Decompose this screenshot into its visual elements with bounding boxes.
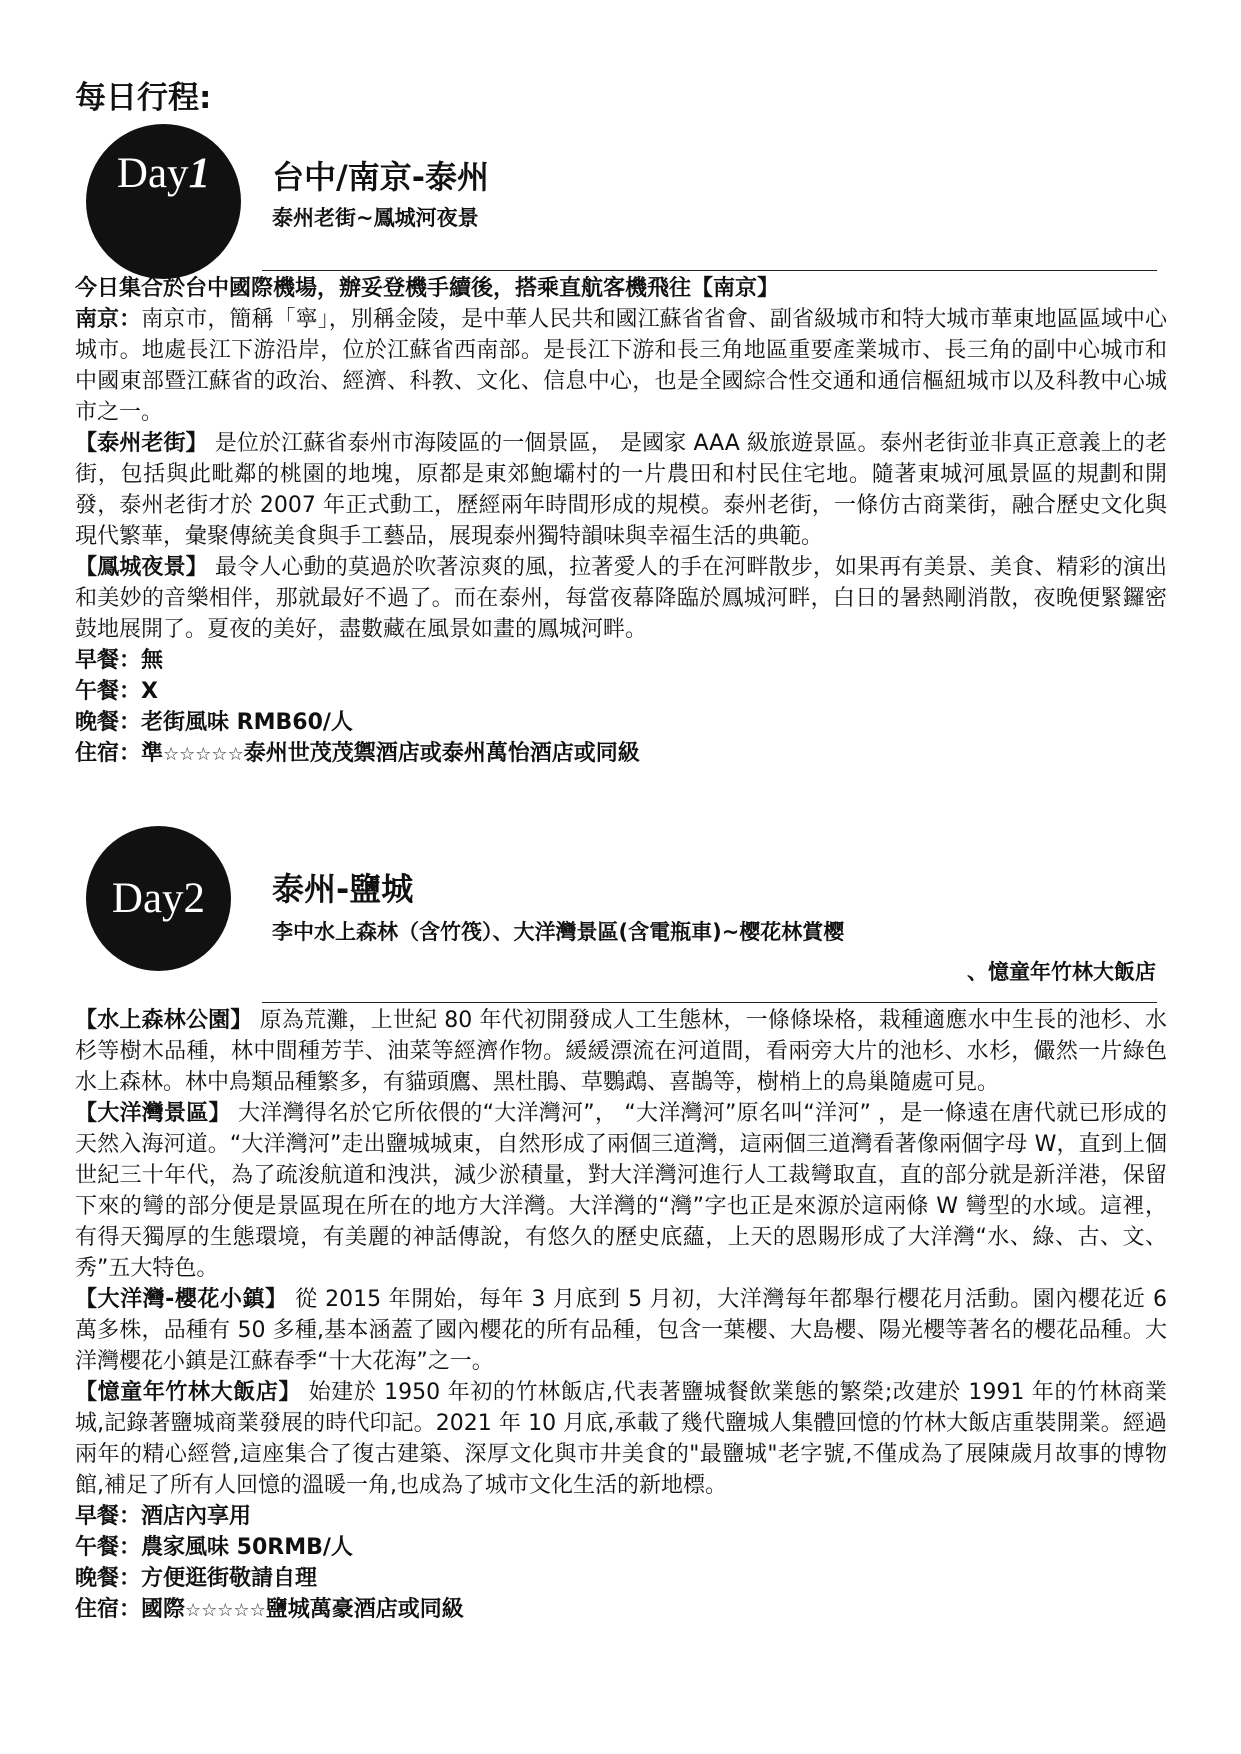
day1-para-text: 是位於江蘇省泰州市海陵區的一個景區， 是國家 AAA 級旅遊景區。泰州老街並非真正意義上的老街，包括與此毗鄰的桃園的地塊，原都是東郊鮑壩村的一片農田和村民住宅地。隨著東城河風景區的規劃和開發，泰州老街才於 2007 年正式動工，歷經兩年時間形成的規模。泰州老街，一條仿古商業街，融合歷史文化與現代繁華，彙聚傳統美食與手工藝品，展現泰州獨特韻味與幸福生活的典範。 — [75, 431, 1167, 549]
day2-hotel-name: 鹽城萬豪酒店或同級 — [265, 1597, 464, 1622]
day2-para-label: 【大洋灣-櫻花小鎮】 — [75, 1287, 288, 1312]
day1-subtitle: 泰州老街~鳳城河夜景 — [272, 206, 479, 230]
day1-title: 台中/南京-泰州 — [272, 158, 489, 196]
day1-para — [75, 428, 1167, 552]
star-rating-icon: ☆☆☆☆☆ — [185, 1600, 266, 1621]
page-title: 每日行程: — [75, 80, 212, 116]
day2-subtitle-cont: 、憶童年竹林大飯店 — [967, 960, 1156, 984]
day1-hotel-prefix: 住宿：準 — [75, 741, 164, 766]
day2-subtitle: 李中水上森林（含竹筏）、大洋灣景區(含電瓶車)~樱花林賞樱 — [272, 920, 845, 944]
day1-content — [75, 273, 1167, 770]
day2-para — [75, 1005, 1167, 1098]
star-rating-icon: ☆☆☆☆☆ — [163, 744, 244, 765]
day1-breakfast: 早餐：無 — [75, 648, 164, 673]
day1-para — [75, 552, 1167, 645]
day2-badge — [86, 826, 231, 971]
day2-para-text: 始建於 1950 年初的竹林飯店,代表著鹽城餐飲業態的繁榮;改建於 1991 年的竹林商業城,記錄著鹽城商業發展的時代印記。2021 年 10 月底,承載了幾代鹽城人集體回憶的竹林大飯店重裝開業。經過兩年的精心經營,這座集合了復古建築、深厚文化與市井美食的"最鹽城"老字號,不僅成為了展陳歲月故事的博物館,補足了所有人回憶的溫暖一角,也成為了城市文化生活的新地標。 — [75, 1380, 1167, 1498]
day1-badge-text: Day — [116, 150, 189, 197]
day2-para-label: 【大洋灣景區】 — [75, 1101, 231, 1126]
day2-para-text: 從 2015 年開始，每年 3 月底到 5 月初，大洋灣每年都舉行櫻花月活動。園內櫻花近 6 萬多株，品種有 50 多種,基本涵蓋了國內櫻花的所有品種，包含一葉櫻、大島櫻、陽光櫻等著名的櫻花品種。大洋灣櫻花小鎮是江蘇春季“十大花海”之一。 — [75, 1287, 1167, 1374]
day2-lunch: 午餐：農家風味 50RMB/人 — [75, 1535, 353, 1560]
day1-para-label: 南京： — [75, 307, 142, 332]
day2-para-text: 大洋灣得名於它所依偎的“大洋灣河”， “大洋灣河”原名叫“洋河” ，是一條遠在唐代就已形成的天然入海河道。“大洋灣河”走出鹽城城東，自然形成了兩個三道灣，這兩個三道灣看著像兩個字母 W，直到上個世紀三十年代，為了疏浚航道和洩洪，減少淤積量，對大洋灣河進行人工裁彎取直，直的部分就是新洋港，保留下來的彎的部分便是景區現在所在的地方大洋灣。大洋灣的“灣”字也正是來源於這兩條 W 彎型的水域。這裡，有得天獨厚的生態環境，有美麗的神話傳說，有悠久的歷史底蘊，上天的恩賜形成了大洋灣“水、綠、古、文、秀”五大特色。 — [75, 1101, 1167, 1281]
day1-para-label: 【泰州老街】 — [75, 431, 208, 456]
day1-intro: 今日集合於台中國際機場，辦妥登機手續後，搭乘直航客機飛往【南京】 — [75, 276, 780, 301]
day1-para-label: 【鳳城夜景】 — [75, 555, 208, 580]
day2-hotel — [75, 1594, 1167, 1626]
day2-dinner: 晚餐：方便逛街敬請自理 — [75, 1566, 318, 1591]
day2-para — [75, 1098, 1167, 1284]
day1-hotel-name: 泰州世茂茂禦酒店或泰州萬怡酒店或同級 — [243, 741, 640, 766]
day2-para — [75, 1377, 1167, 1501]
day2-hotel-prefix: 住宿：國際 — [75, 1597, 186, 1622]
day2-para-label: 【水上森林公園】 — [75, 1008, 253, 1033]
day1-hotel — [75, 738, 1167, 770]
day2-content — [75, 1005, 1167, 1626]
day2-badge-text: Day2 — [111, 875, 206, 922]
day1-divider — [262, 270, 1157, 271]
day1-lunch: 午餐：X — [75, 679, 158, 704]
day2-para-text: 原為荒灘，上世紀 80 年代初開發成人工生態林，一條條垛格，栽種適應水中生長的池杉、水杉等樹木品種，林中間種芳芋、油菜等經濟作物。緩緩漂流在河道間，看兩旁大片的池杉、水杉，儼然一片綠色水上森林。林中鳥類品種繁多，有貓頭鷹、黑杜鵑、草鸚鵡、喜鵲等，樹梢上的鳥巢隨處可見。 — [75, 1008, 1167, 1095]
day1-badge-number: 1 — [188, 150, 211, 197]
day1-para — [75, 304, 1167, 428]
day2-breakfast: 早餐：酒店內享用 — [75, 1504, 252, 1529]
day1-dinner: 晚餐：老街風味 RMB60/人 — [75, 710, 353, 735]
day2-title: 泰州-鹽城 — [272, 870, 414, 908]
day2-divider — [262, 1002, 1157, 1003]
day2-para-label: 【憶童年竹林大飯店】 — [75, 1380, 302, 1405]
day1-para-text: 南京市，簡稱「寧」，別稱金陵，是中華人民共和國江蘇省省會、副省級城市和特大城市華東地區區域中心城市。地處長江下游沿岸，位於江蘇省西南部。是長江下游和長三角地區重要產業城市、長三角的副中心城市和中國東部暨江蘇省的政治、經濟、科教、文化、信息中心，也是全國綜合性交通和通信樞紐城市以及科教中心城市之一。 — [75, 307, 1167, 425]
day1-badge — [86, 124, 241, 279]
day2-para — [75, 1284, 1167, 1377]
day1-para-text: 最令人心動的莫過於吹著涼爽的風，拉著愛人的手在河畔散步，如果再有美景、美食、精彩的演出和美妙的音樂相伴，那就最好不過了。而在泰州，每當夜幕降臨於鳳城河畔，白日的暑熱剛消散，夜晚便緊鑼密鼓地展開了。夏夜的美好，盡數藏在風景如畫的鳳城河畔。 — [75, 555, 1167, 642]
